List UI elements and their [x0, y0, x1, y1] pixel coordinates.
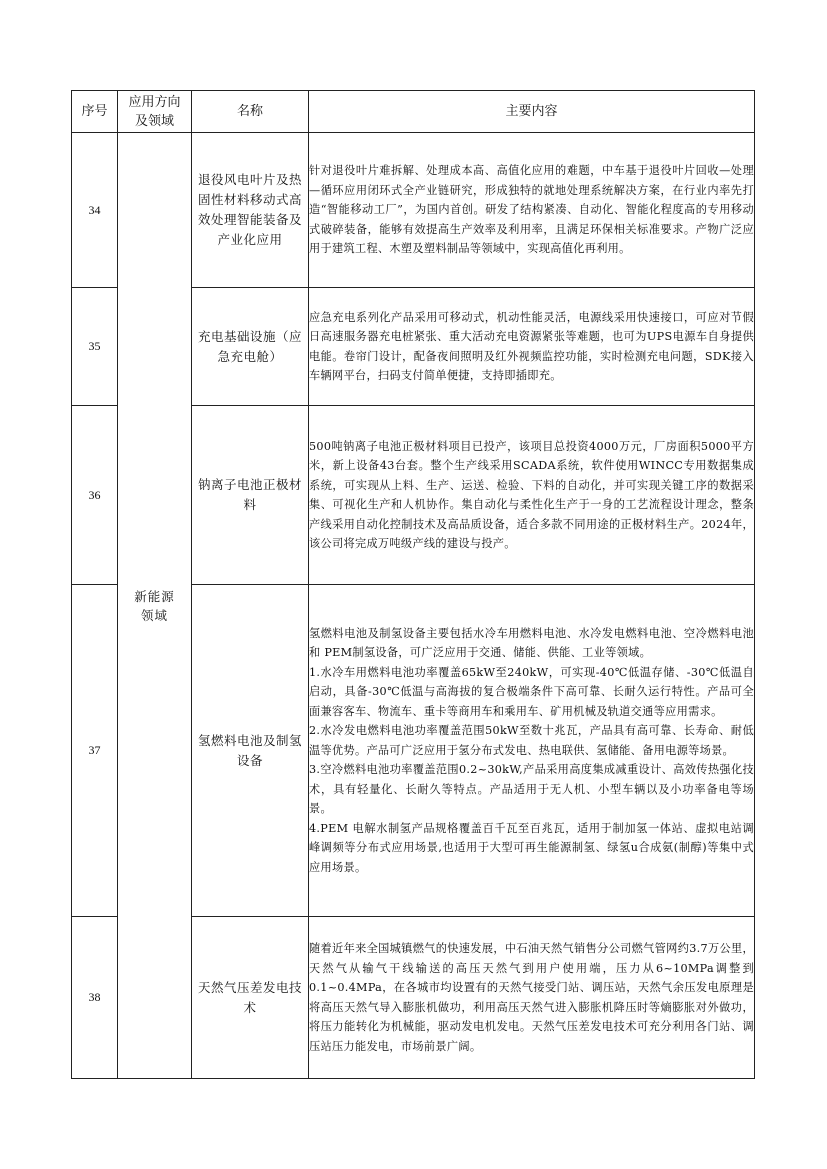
row-num: 38 — [72, 917, 118, 1079]
row-content — [309, 585, 755, 917]
header-content: 主要内容 — [309, 91, 755, 133]
row-num: 35 — [72, 288, 118, 406]
row-content: 随着近年来全国城镇燃气的快速发展，中石油天然气销售分公司燃气管网约3.7万公里，天然气从输气干线输送的高压天然气到用户使用端，压力从6~10MPa调整到0.1~0.4MPa，在各城市均设置有的天然气接受门站、调压站，天然气余压发电原理是将高压天然气导入膨胀机做功，利用高压天然气进入膨胀机降压时等熵膨胀对外做功，将压力能转化为机械能，驱动发电机发电。天然气压差发电技术可充分利用各门站、调压站压力能发电，市场前景广阔。 — [309, 917, 755, 1079]
row-num: 36 — [72, 406, 118, 585]
content-paragraph: 3.空冷燃料电池功率覆盖范围0.2~30kW,产品采用高度集成减重设计、高效传热强化技术，具有轻量化、长耐久等特点。产品适用于无人机、小型车辆以及小功率备电等场景。 — [309, 763, 754, 816]
content-paragraph: 2.水冷发电燃料电池功率覆盖范围50kW至数十兆瓦，产品具有高可靠、长寿命、耐低温等优势。产品可广泛应用于氢分布式发电、热电联供、氢储能、备用电源等场景。 — [309, 724, 754, 757]
row-name: 钠离子电池正极材料 — [192, 406, 309, 585]
row-content: 针对退役叶片难拆解、处理成本高、高值化应用的难题，中车基于退役叶片回收—处理—循环应用闭环式全产业链研究，形成独特的就地处理系统解决方案，在行业内率先打造“智能移动工厂”，为国内首创。研发了结构紧凑、自动化、智能化程度高的专用移动式破碎装备，能够有效提高生产效率及利用率，且满足环保相关标准要求。产物广泛应用于建筑工程、木塑及塑料制品等领域中，实现高值化再利用。 — [309, 133, 755, 288]
row-content: 500吨钠离子电池正极材料项目已投产，该项目总投资4000万元，厂房面积5000平方米，新上设备43台套。整个生产线采用SCADA系统，软件使用WINCC专用数据集成系统，可实现从上料、生产、运送、检验、下料的自动化，并可实现关键工序的数据采集、可视化生产和人机协作。集自动化与柔性化生产于一身的工艺流程设计理念，整条产线采用自动化控制技术及高品质设备，适合多款不同用途的正极材料生产。2024年，该公司将完成万吨级产线的建设与投产。 — [309, 406, 755, 585]
row-num: 37 — [72, 585, 118, 917]
row-name: 退役风电叶片及热固性材料移动式高效处理智能装备及产业化应用 — [192, 133, 309, 288]
header-num: 序号 — [72, 91, 118, 133]
header-name: 名称 — [192, 91, 309, 133]
row-name: 氢燃料电池及制氢设备 — [192, 585, 309, 917]
header-direction: 应用方向 及领域 — [118, 91, 192, 133]
content-paragraph: 氢燃料电池及制氢设备主要包括水冷车用燃料电池、水冷发电燃料电池、空冷燃料电池和 PEM制氢设备，可广泛应用于交通、储能、供能、工业等领域。 — [309, 626, 754, 660]
row-name: 天然气压差发电技术 — [192, 917, 309, 1079]
content-table — [71, 90, 755, 1079]
domain-cell: 新能源 领域 — [118, 133, 192, 1079]
content-paragraph: 1.水冷车用燃料电池功率覆盖65kW至240kW，可实现-40℃低温存储、-30℃低温自启动，具备-30℃低温与高海拔的复合极端条件下高可靠、长耐久运行特性。产品可全面兼容客车、物流车、重卡等商用车和乘用车、矿用机械及轨道交通等应用需求。 — [309, 665, 754, 718]
row-name: 充电基础设施（应急充电舱） — [192, 288, 309, 406]
row-content: 应急充电系列化产品采用可移动式，机动性能灵活，电源线采用快速接口，可应对节假日高速服务器充电桩紧张、重大活动充电资源紧张等难题，也可为UPS电源车自身提供电能。卷帘门设计，配备夜间照明及红外视频监控功能，实时检测充电问题，SDK接入车辆网平台，扫码支付简单便捷，支持即插即充。 — [309, 288, 755, 406]
content-paragraph: 4.PEM 电解水制氢产品规格覆盖百千瓦至百兆瓦，适用于制加氢一体站、虚拟电站调峰调频等分布式应用场景,也适用于大型可再生能源制氢、绿氢u合成氨(制醇)等集中式应用场景。 — [309, 821, 754, 874]
table-row — [72, 133, 755, 288]
table-header-row — [72, 91, 755, 133]
row-num: 34 — [72, 133, 118, 288]
